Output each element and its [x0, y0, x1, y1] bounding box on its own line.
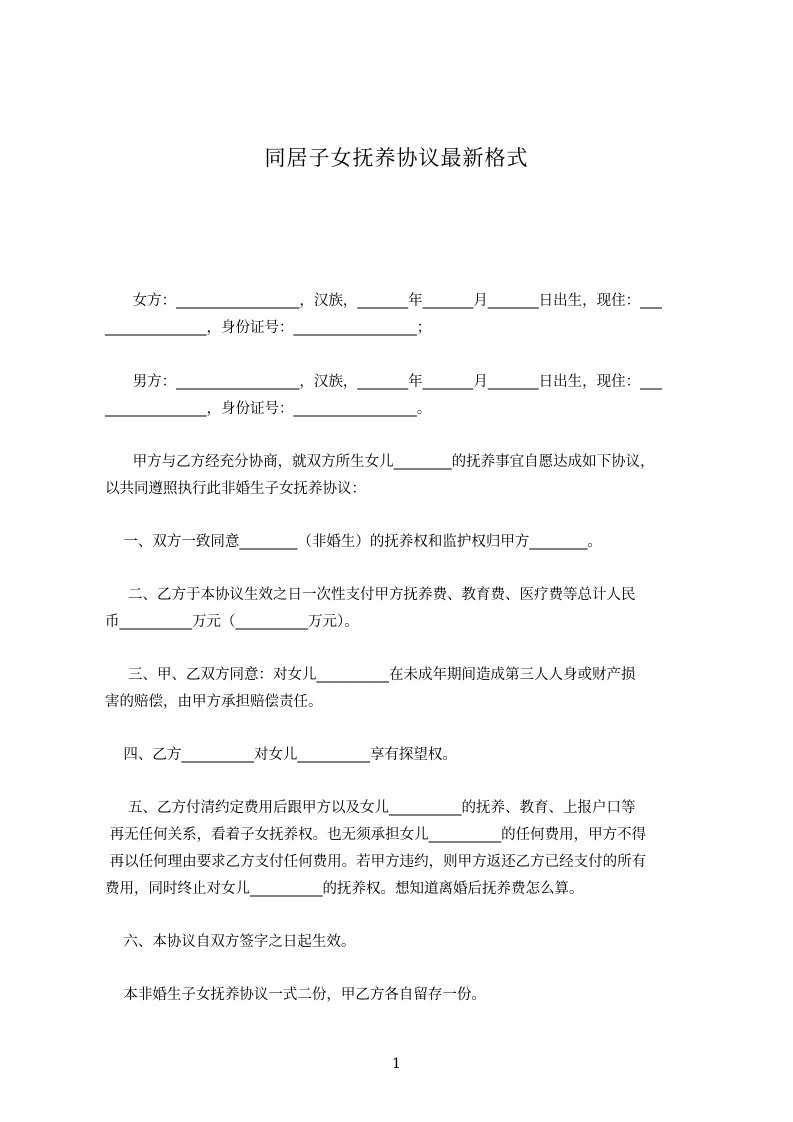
closing-line: 本非婚生子女抚养协议一式二份，甲乙方各自留存一份。 — [105, 987, 486, 1003]
clause-4: 四、乙方__________对女儿__________享有探望权。 — [105, 747, 457, 763]
preamble-line-2: 以共同遵照执行此非婚生子女抚养协议： — [105, 481, 366, 497]
male-party-line-1: 男方：_________________，汉族，_______年_______月_______日出生，现住：___ — [105, 374, 662, 390]
page-number: 1 — [392, 1056, 401, 1072]
clause-5-line-3: 再以任何理由要求乙方支付任何费用。若甲方违约，则甲方返还乙方已经支付的所有 — [105, 854, 647, 870]
female-party-line-2: ______________，身份证号：_________________； — [105, 320, 432, 336]
preamble-line-1: 甲方与乙方经充分协商，就双方所生女儿________的抚养事宜自愿达成如下协议， — [105, 454, 655, 470]
clause-3-line-2: 害的赔偿，由甲方承担赔偿责任。 — [105, 694, 323, 710]
document-title: 同居子女抚养协议最新格式 — [264, 146, 529, 170]
clause-1: 一、双方一致同意________（非婚生）的抚养权和监护权归甲方________。 — [105, 534, 602, 550]
clause-3-line-1: 三、甲、乙双方同意：对女儿__________在未成年期间造成第三人人身或财产损 — [105, 667, 636, 683]
clause-2-line-2: 币__________万元（__________万元）。 — [105, 614, 359, 630]
male-party-line-2: ______________，身份证号：_________________。 — [105, 401, 432, 417]
clause-2-line-1: 二、乙方于本协议生效之日一次性支付甲方抚养费、教育费、医疗费等总计人民 — [105, 587, 636, 603]
clause-6: 六、本协议自双方签字之日起生效。 — [105, 934, 356, 950]
clause-5-line-1: 五、乙方付清约定费用后跟甲方以及女儿__________的抚养、教育、上报户口等 — [105, 800, 636, 816]
clause-5-line-2: 再无任何关系，看着子女抚养权。也无须承担女儿__________的任何费用，甲方不得 — [105, 827, 647, 843]
clause-5-line-4: 费用，同时终止对女儿__________的抚养权。想知道离婚后抚养费怎么算。 — [105, 881, 584, 897]
female-party-line-1: 女方：_________________，汉族，_______年_______月_______日出生，现住：___ — [105, 293, 662, 309]
